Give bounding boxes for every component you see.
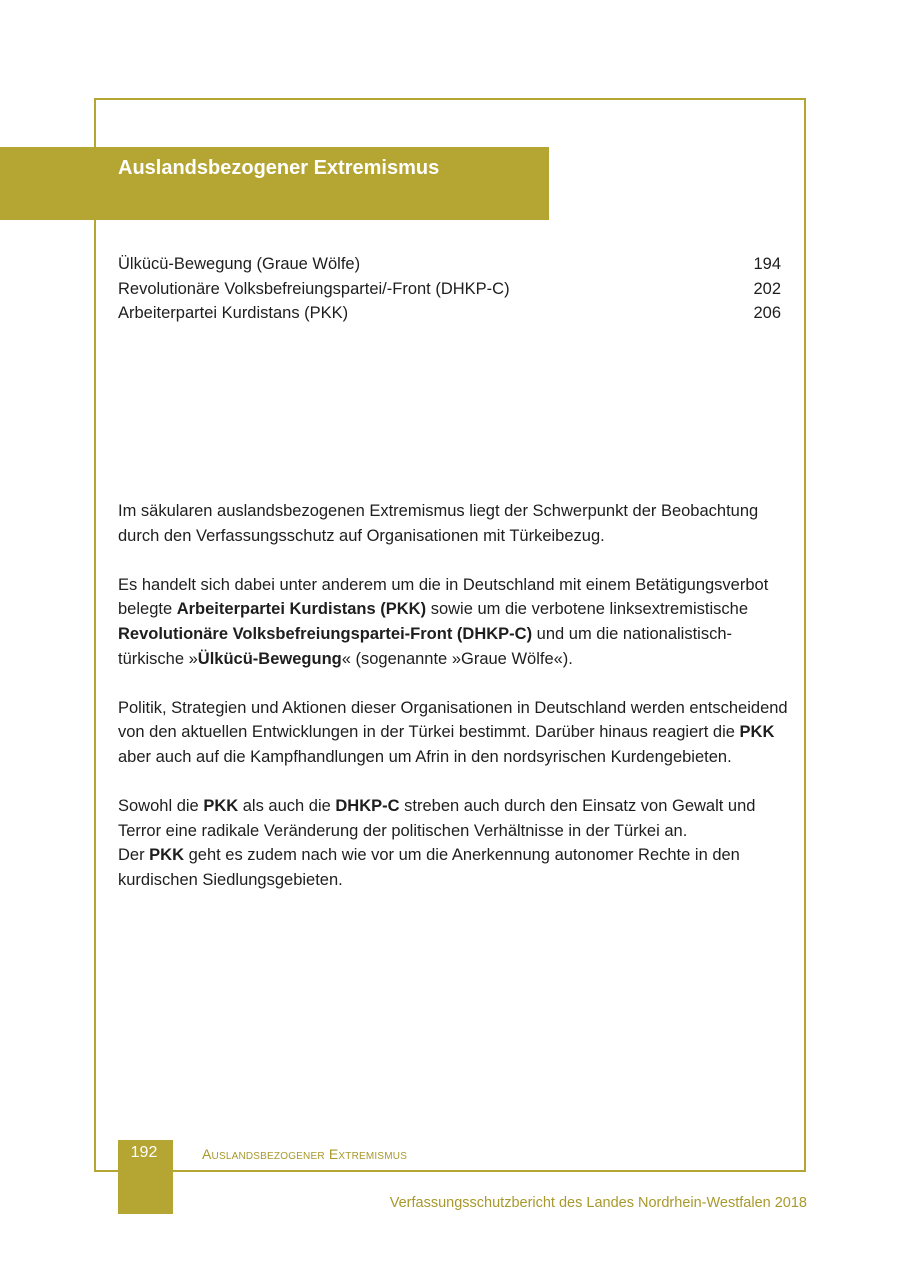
publication-title: Verfassungsschutzbericht des Landes Nordrhein-Westfalen 2018 — [389, 1195, 807, 1211]
bold-term: PKK — [203, 797, 239, 816]
bold-term: PKK — [149, 846, 185, 865]
running-section-title: Auslandsbezogener Extremismus — [202, 1146, 408, 1162]
table-of-contents — [118, 252, 781, 326]
chapter-title: Auslandsbezogener Extremismus — [118, 157, 440, 179]
toc-entry-page: 206 — [753, 304, 781, 322]
page-number: 192 — [130, 1144, 158, 1161]
paragraph-1: Im säkularen auslandsbezogenen Extremismus liegt der Schwerpunkt der Beobachtung durch den Verfassungsschutz auf Organisationen mit Türkeibezug. — [118, 502, 759, 545]
bold-term: Arbeiterpartei Kurdistans (PKK) — [176, 600, 427, 619]
bold-term: Revolutionäre Volksbefreiungspartei-Front (DHKP-C) — [118, 624, 533, 643]
paragraph-3: Politik, Strategien und Aktionen dieser Organisationen in Deutschland werden entscheidend von den aktuellen Entwicklungen in der Türkei bestimmt. Darüber hinaus reagiert die PKK aber auch auf die Kampfhandlungen um Afrin in den nordsyrischen Kurdengebieten. — [118, 698, 788, 766]
bold-term: DHKP-C — [335, 797, 400, 816]
toc-entry-label: Ülkücü-Bewegung (Graue Wölfe) — [118, 255, 361, 273]
paragraph-2: Es handelt sich dabei unter anderem um die in Deutschland mit einem Betätigungsverbot belegte Arbeiterpartei Kurdistans (PKK) sowie um die verbotene linksextremistische Revolutionäre Volksbefreiungspartei-Front (DHKP-C) und um die nationalistisch-türkische »Ülkücü-Bewegung« (sogenannte »Graue Wölfe«). — [118, 575, 769, 668]
toc-entry-label: Arbeiterpartei Kurdistans (PKK) — [118, 304, 349, 322]
toc-entry[interactable] — [118, 277, 781, 302]
toc-entry[interactable] — [118, 301, 781, 326]
toc-entry-page: 202 — [753, 279, 781, 298]
toc-entry-page: 194 — [753, 255, 781, 273]
toc-entry[interactable] — [118, 252, 781, 277]
bold-term: Ülkücü-Bewegung — [197, 649, 342, 668]
toc-entry-label: Revolutionäre Volksbefreiungspartei/-Front (DHKP-C) — [118, 279, 510, 298]
paragraph-4: Sowohl die PKK als auch die DHKP-C streben auch durch den Einsatz von Gewalt und Terror eine radikale Veränderung der politischen Verhältnisse in der Türkei an. Der PKK geht es zudem nach wie vor um die Anerkennung autonomer Rechte in den kurdischen Siedlungsgebieten. — [118, 797, 756, 889]
body-text — [118, 499, 790, 917]
bold-term: PKK — [739, 723, 775, 742]
